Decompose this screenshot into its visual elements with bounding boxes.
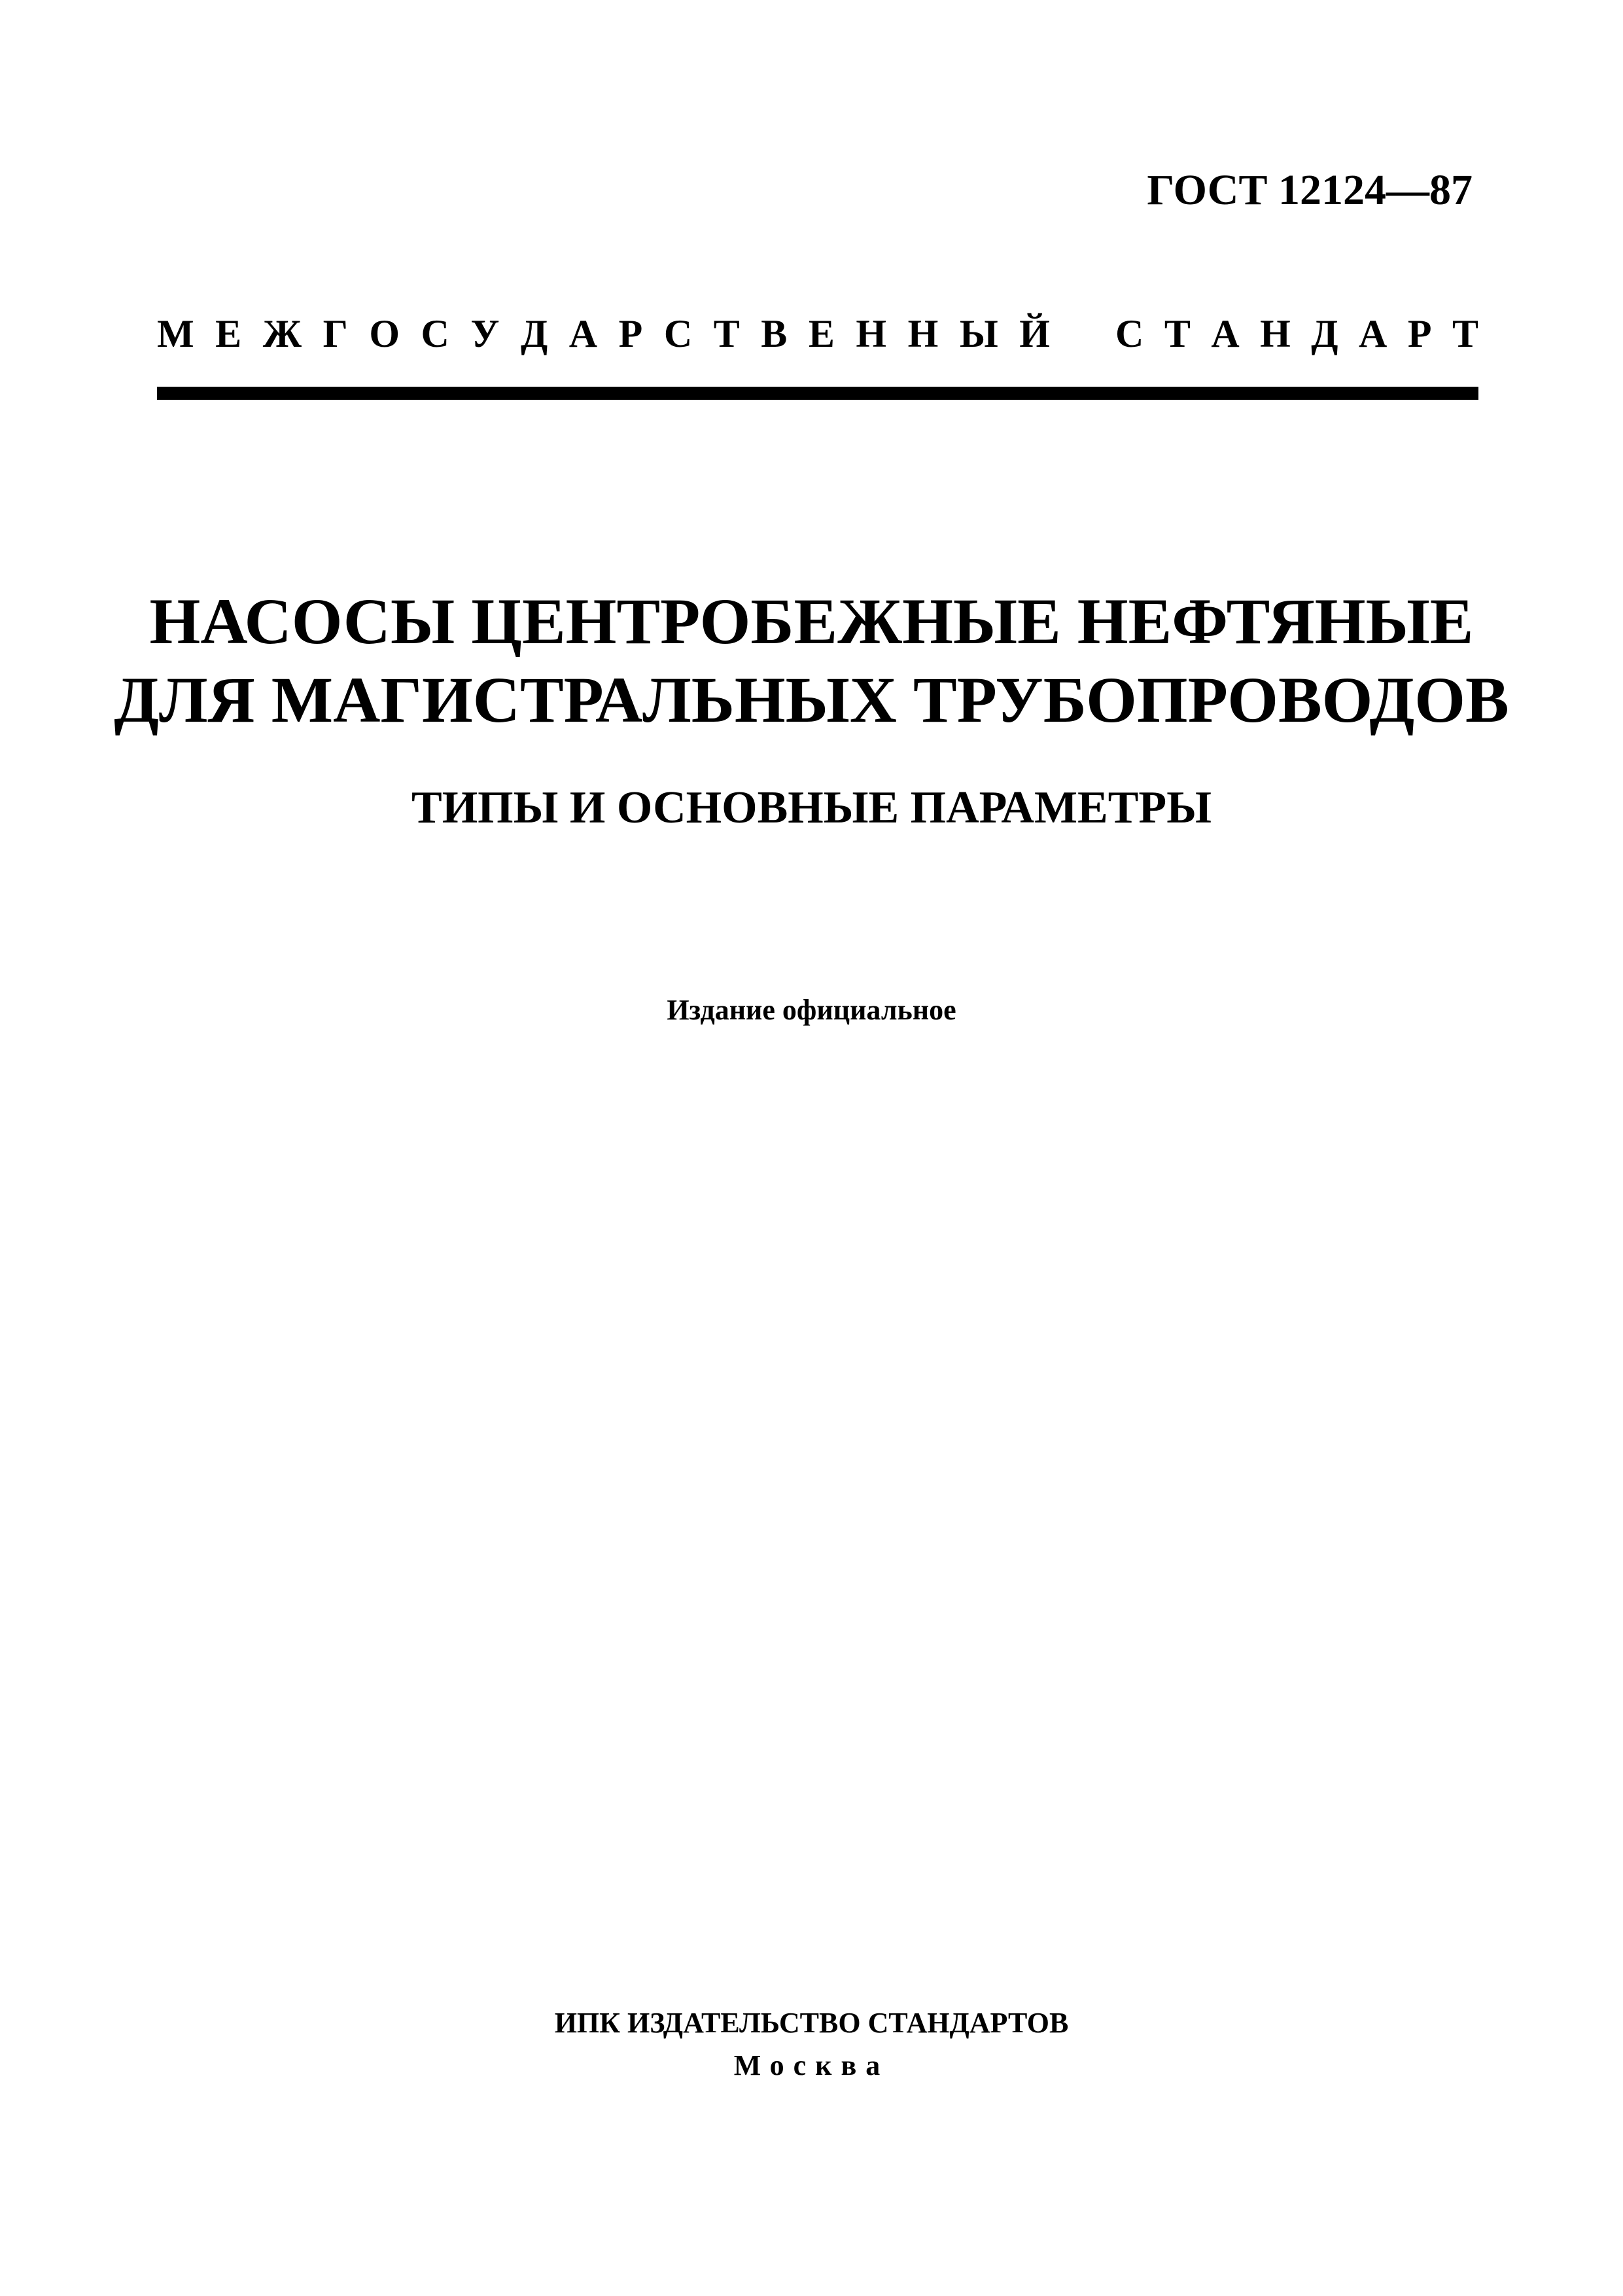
- standard-type-word-2: [1115, 314, 1478, 353]
- spaced-letter: А: [568, 312, 598, 355]
- spaced-letter: Е: [808, 312, 835, 355]
- spaced-letter: Ж: [262, 312, 302, 355]
- title-line-1: НАСОСЫ ЦЕНТРОБЕЖНЫЕ НЕФТЯНЫЕ: [149, 585, 1474, 658]
- spaced-letter: С: [663, 312, 693, 355]
- spaced-letter: Д: [1311, 312, 1338, 355]
- spaced-letter: Г: [323, 312, 348, 355]
- header-rule: [157, 387, 1478, 400]
- spaced-letter: Й: [1019, 312, 1050, 355]
- spaced-letter: У: [470, 312, 500, 355]
- publisher-name: ИПК ИЗДАТЕЛЬСТВО СТАНДАРТОВ: [554, 2007, 1069, 2039]
- spaced-letter: Е: [215, 312, 242, 355]
- spaced-letter: О: [369, 312, 400, 355]
- spaced-letter: Р: [1407, 312, 1432, 355]
- spaced-letter: Д: [520, 312, 548, 355]
- standard-number: ГОСТ 12124—87: [1147, 166, 1473, 214]
- document-title: [0, 582, 1623, 739]
- spaced-letter: Н: [1260, 312, 1291, 355]
- edition-label: Издание официальное: [667, 994, 956, 1026]
- publisher-city: Москва: [733, 2049, 890, 2081]
- standard-type-word-1: [157, 314, 1050, 353]
- spaced-letter: Т: [1452, 312, 1478, 355]
- spaced-letter: Ы: [959, 312, 998, 355]
- spaced-letter: М: [157, 312, 194, 355]
- document-subtitle: ТИПЫ И ОСНОВНЫЕ ПАРАМЕТРЫ: [411, 783, 1212, 833]
- spaced-letter: А: [1211, 312, 1240, 355]
- spaced-letter: В: [761, 312, 788, 355]
- spaced-letter: А: [1359, 312, 1387, 355]
- spaced-letter: С: [1115, 312, 1144, 355]
- spaced-letter: С: [421, 312, 449, 355]
- title-line-2: ДЛЯ МАГИСТРАЛЬНЫХ ТРУБОПРОВОДОВ: [114, 663, 1509, 736]
- spaced-letter: Т: [1164, 312, 1191, 355]
- spaced-letter: Н: [907, 312, 939, 355]
- spaced-letter: Н: [856, 312, 887, 355]
- spaced-letter: Р: [618, 312, 643, 355]
- spaced-letter: Т: [713, 312, 740, 355]
- standard-type: [157, 314, 1478, 353]
